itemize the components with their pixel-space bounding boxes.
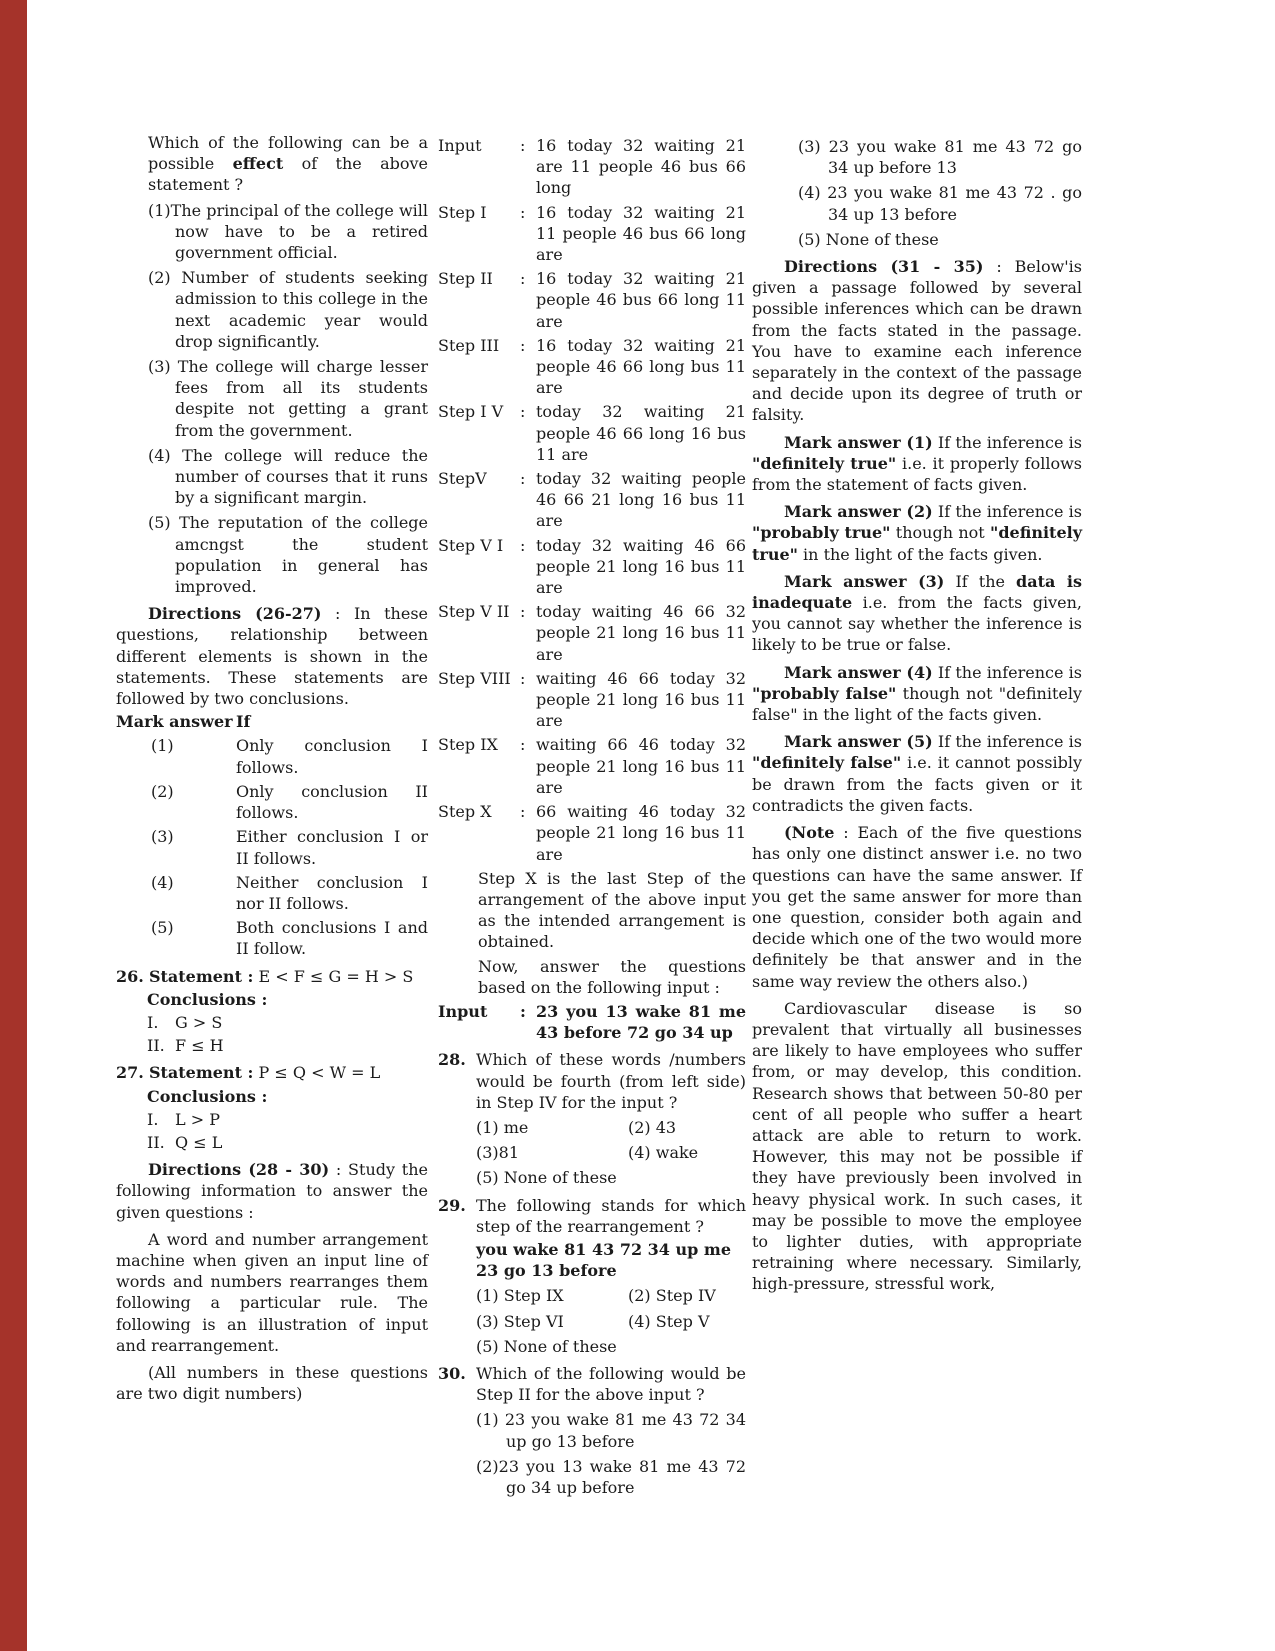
option-text: Either conclusion I or II follows.	[236, 827, 428, 868]
passage-paragraph: Cardiovascular disease is so prevalent that virtually all businesses are likely to have employees who suffer from, or may develop, this condition. Research shows that between 50-80 per cent of all people who suffer a heart attack are able to return to work. However, this may not be possible if they have previously been involved in heavy physical work. In such cases, it may be possible to move the employee to lighter duties, with appropriate retraining where necessary. Similarly, high-pressure, stressful work,	[752, 998, 1082, 1294]
step-row-6	[438, 535, 746, 599]
option-text: Neither conclusion I nor II follows.	[236, 872, 428, 913]
question-29	[438, 1195, 746, 1237]
q30-option-3	[798, 136, 1082, 178]
mark-answer-if: If	[236, 712, 251, 732]
mark-option-2	[151, 781, 428, 823]
step-content: today 32 waiting 21 people 46 66 long 16 bus 11 are	[536, 402, 746, 464]
option-text: The principal of the college will now have to be a retired government official.	[170, 200, 428, 263]
mark-answer-2-paragraph: Mark answer (2) If the inference is "probably true" though not "definitely true" in the light of the facts given.	[752, 502, 1082, 564]
q29-options-row-2	[476, 1311, 746, 1332]
option-number: (4)	[148, 445, 183, 465]
q25-option-5	[148, 512, 428, 597]
option-number: (1)	[151, 736, 174, 756]
note-paragraph: (Note : Each of the five questions has only one distinct answer i.e. no two questions can have the same answer. If you get the same answer for more than one question, consider both again and decide which one of the two would more definitely be that answer and in the same way review the others also.)	[752, 823, 1082, 991]
option-number: (5)	[148, 513, 180, 533]
mark-answer-label: Mark answer	[116, 712, 233, 732]
mark-option-1	[151, 735, 428, 777]
colon: :	[520, 802, 526, 822]
step-label: Input	[438, 136, 482, 155]
question-25-block	[148, 132, 428, 597]
step-content: 16 today 32 waiting 21 are 11 people 46 bus 66 long	[536, 136, 746, 198]
option: (3) Step VI	[476, 1311, 564, 1331]
conclusion-numeral: II.	[147, 1036, 165, 1056]
q30-option-2	[476, 1456, 746, 1498]
q25-option-2	[148, 267, 428, 352]
question-text: Which of the following would be Step II for the above input ?	[476, 1363, 746, 1405]
colon: :	[520, 535, 526, 555]
mark-option-3	[151, 826, 428, 868]
q25-option-1	[148, 200, 428, 264]
option: (3)81	[476, 1143, 520, 1163]
colon: :	[520, 469, 526, 489]
step-content: 16 today 32 waiting 21 people 46 bus 66 long 11 are	[536, 269, 746, 331]
left-margin-bar	[0, 0, 27, 1651]
option-text: The college will charge lesser fees from all its students despite not getting a grant from the government.	[175, 357, 429, 440]
option-number: (5)	[151, 918, 174, 938]
conclusion-numeral: II.	[147, 1132, 165, 1152]
colon: :	[520, 269, 526, 289]
mark-answer-header	[116, 711, 428, 732]
column-middle	[438, 132, 746, 1502]
question-30	[438, 1363, 746, 1405]
step-row-input	[438, 135, 746, 199]
colon: :	[520, 668, 526, 688]
step-row-3	[438, 335, 746, 399]
option-text: 23 you 13 wake 81 me 43 72 go 34 up before	[498, 1456, 746, 1497]
conclusion-expression: Q ≤ L	[175, 1132, 223, 1152]
step-content: today 32 waiting people 46 66 21 long 16 bus 11 are	[536, 469, 746, 531]
option: (1) Step IX	[476, 1286, 564, 1306]
step-content: today 32 waiting 46 66 people 21 long 16 bus 11 are	[536, 535, 746, 598]
step-label: Step X	[438, 802, 492, 822]
mark-answer-4-paragraph: Mark answer (4) If the inference is "probably false" though not "definitely false" in the light of the facts given.	[752, 662, 1082, 725]
two-digit-note-paragraph: (All numbers in these questions are two digit numbers)	[116, 1362, 428, 1404]
option-number: (3)	[798, 137, 829, 156]
conclusion-row	[147, 1012, 428, 1033]
conclusion-row	[147, 1109, 428, 1130]
directions-31-35: Directions (31 - 35) : Below'is given a passage followed by several possible inferences which can be drawn from the facts stated in the passage. You have to examine each inference separately in the context of the passage and decide upon its degree of truth or falsity.	[752, 257, 1082, 425]
conclusions-label: Conclusions :	[147, 1086, 268, 1106]
colon: :	[520, 1001, 526, 1021]
q30-option-4	[798, 182, 1082, 224]
directions-26-27: Directions (26-27) : In these questions, relationship between different elements is shown in the statements. These statements are followed by two conclusions.	[116, 604, 428, 709]
step-row-7	[438, 601, 746, 665]
conclusion-row	[147, 1035, 428, 1056]
machine-description-paragraph: A word and number arrangement machine when given an input line of words and numbers rearranges them following a particular rule. The following is an illustration of input and rearrangement.	[116, 1229, 428, 1355]
q30-option-1	[476, 1409, 746, 1451]
option-number: (4)	[798, 183, 828, 203]
q29-arrangement-line: you wake 81 43 72 34 up me 23 go 13 before	[476, 1239, 731, 1281]
question-text: The following stands for which step of the rearrangement ?	[476, 1195, 746, 1236]
option-number: (2)	[148, 268, 182, 288]
colon: :	[520, 735, 526, 755]
step-label: Step V II	[438, 602, 510, 622]
input-content: 23 you 13 wake 81 me 43 before 72 go 34 up	[536, 1001, 746, 1043]
option-text: 23 you wake 81 me 43 72 . go 34 up 13 before	[827, 183, 1083, 224]
q28-option-5: (5) None of these	[476, 1168, 617, 1188]
step-row-10	[438, 801, 746, 865]
question-number: 26.	[116, 966, 144, 986]
option-number: (5)	[798, 229, 826, 249]
conclusion-expression: G > S	[175, 1012, 223, 1032]
option-text: The college will reduce the number of courses that it runs by a significant margin.	[175, 445, 428, 508]
colon: :	[520, 136, 526, 155]
now-answer-paragraph: Now, answer the questions based on the following input :	[478, 956, 746, 997]
mark-answer-1-paragraph: Mark answer (1) If the inference is "definitely true" i.e. it properly follows from the statement of facts given.	[752, 432, 1083, 495]
step-row-5	[438, 468, 746, 532]
last-step-paragraph: Step X is the last Step of the arrangement of the above input as the intended arrangement is obtained.	[478, 868, 746, 952]
q28-options-row-1	[476, 1117, 746, 1138]
colon: :	[520, 202, 526, 222]
option-text: Number of students seeking admission to this college in the next academic year would drop significantly.	[175, 268, 428, 351]
option-text: The reputation of the college amcngst the student population in general has improved.	[175, 513, 429, 597]
step-label: Step II	[438, 269, 493, 289]
mark-answer-3-paragraph: Mark answer (3) If the data is inadequate i.e. from the facts given, you cannot say whether the inference is likely to be true or false.	[752, 571, 1083, 655]
step-content: waiting 46 66 today 32 people 21 long 16 bus 11 are	[536, 668, 746, 731]
statement-expression: E < F ≤ G = H > S	[253, 966, 414, 986]
question-number: 30.	[438, 1363, 466, 1383]
question-27-statement	[116, 1062, 428, 1083]
step-label: Step III	[438, 335, 500, 355]
colon: :	[520, 402, 526, 422]
step-label: Step VIII	[438, 668, 511, 688]
option-text: 23 you wake 81 me 43 72 go 34 up before 13	[828, 137, 1082, 178]
step-row-1	[438, 202, 746, 266]
option: (2) Step IV	[628, 1286, 716, 1306]
mark-option-4	[151, 872, 428, 914]
column-left	[116, 132, 428, 1404]
step-row-4	[438, 401, 746, 465]
q30-option-5	[798, 229, 1082, 250]
mark-answer-5-paragraph: Mark answer (5) If the inference is "definitely false" i.e. it cannot possibly be drawn from the facts given or it contradicts the given facts.	[752, 732, 1082, 815]
question-number: 27.	[116, 1063, 144, 1083]
conclusion-numeral: I.	[147, 1012, 159, 1032]
statement-expression: P ≤ Q < W = L	[253, 1063, 381, 1083]
q29-options-row-1	[476, 1285, 746, 1306]
step-row-2	[438, 268, 746, 332]
option-number: (3)	[151, 827, 174, 847]
q25-option-3	[148, 356, 428, 441]
step-label: StepV	[438, 469, 487, 489]
q29-option-5: (5) None of these	[476, 1336, 617, 1356]
option-text: 23 you wake 81 me 43 72 34 up go 13 before	[504, 1410, 746, 1451]
colon: :	[520, 602, 526, 622]
step-label: Step I V	[438, 402, 504, 422]
option: (2) 43	[628, 1117, 677, 1137]
conclusion-numeral: I.	[147, 1109, 159, 1129]
step-content: 16 today 32 waiting 21 11 people 46 bus 66 long are	[536, 202, 746, 265]
option: (4) Step V	[628, 1311, 710, 1331]
q28-options-row-2	[476, 1142, 746, 1163]
option: (1) me	[476, 1117, 529, 1137]
input-label: Input	[438, 1001, 488, 1021]
step-content: today waiting 46 66 32 people 21 long 16 bus 11 are	[536, 602, 746, 664]
step-label: Step IX	[438, 735, 498, 755]
step-row-9	[438, 734, 746, 798]
option-number: (2)	[151, 781, 174, 801]
question-number: 28.	[438, 1050, 466, 1070]
new-input-row	[438, 1001, 746, 1043]
mark-option-5	[151, 917, 428, 959]
conclusion-expression: L > P	[175, 1109, 220, 1129]
step-row-8	[438, 668, 746, 732]
question-text: Which of these words /numbers would be fourth (from left side) in Step IV for the input ?	[476, 1050, 746, 1112]
option-text: Only conclusion II follows.	[236, 781, 428, 823]
option-text: Both conclusions I and II follow.	[236, 918, 428, 959]
option-number: (4)	[151, 872, 174, 892]
question-28	[438, 1049, 746, 1113]
option-number: (1)	[148, 200, 171, 220]
statement-label: Statement :	[148, 966, 254, 986]
option: (4) wake	[628, 1143, 699, 1163]
step-content: waiting 66 46 today 32 people 21 long 16 bus 11 are	[536, 735, 746, 797]
column-right	[752, 132, 1082, 1295]
conclusions-label: Conclusions :	[147, 989, 268, 1009]
conclusion-row	[147, 1132, 428, 1153]
option-number: (1)	[476, 1410, 505, 1430]
option-number: (2)	[476, 1456, 499, 1476]
step-label: Step I	[438, 202, 487, 222]
question-26-statement	[116, 966, 428, 987]
conclusion-expression: F ≤ H	[175, 1036, 224, 1056]
option-text: Only conclusion I follows.	[236, 736, 428, 777]
option-text: None of these	[825, 229, 939, 249]
step-content: 66 waiting 46 today 32 people 21 long 16 bus 11 are	[536, 802, 746, 864]
question-25-text: Which of the following can be a possible effect of the above statement ?	[148, 133, 429, 195]
step-label: Step V I	[438, 535, 504, 555]
q25-option-4	[148, 445, 428, 509]
colon: :	[520, 335, 526, 355]
directions-28-30: Directions (28 - 30) : Study the following information to answer the given questions :	[116, 1160, 429, 1222]
option-number: (3)	[148, 357, 178, 377]
question-number: 29.	[438, 1195, 466, 1215]
statement-label: Statement :	[148, 1063, 254, 1083]
step-content: 16 today 32 waiting 21 people 46 66 long bus 11 are	[536, 335, 746, 398]
